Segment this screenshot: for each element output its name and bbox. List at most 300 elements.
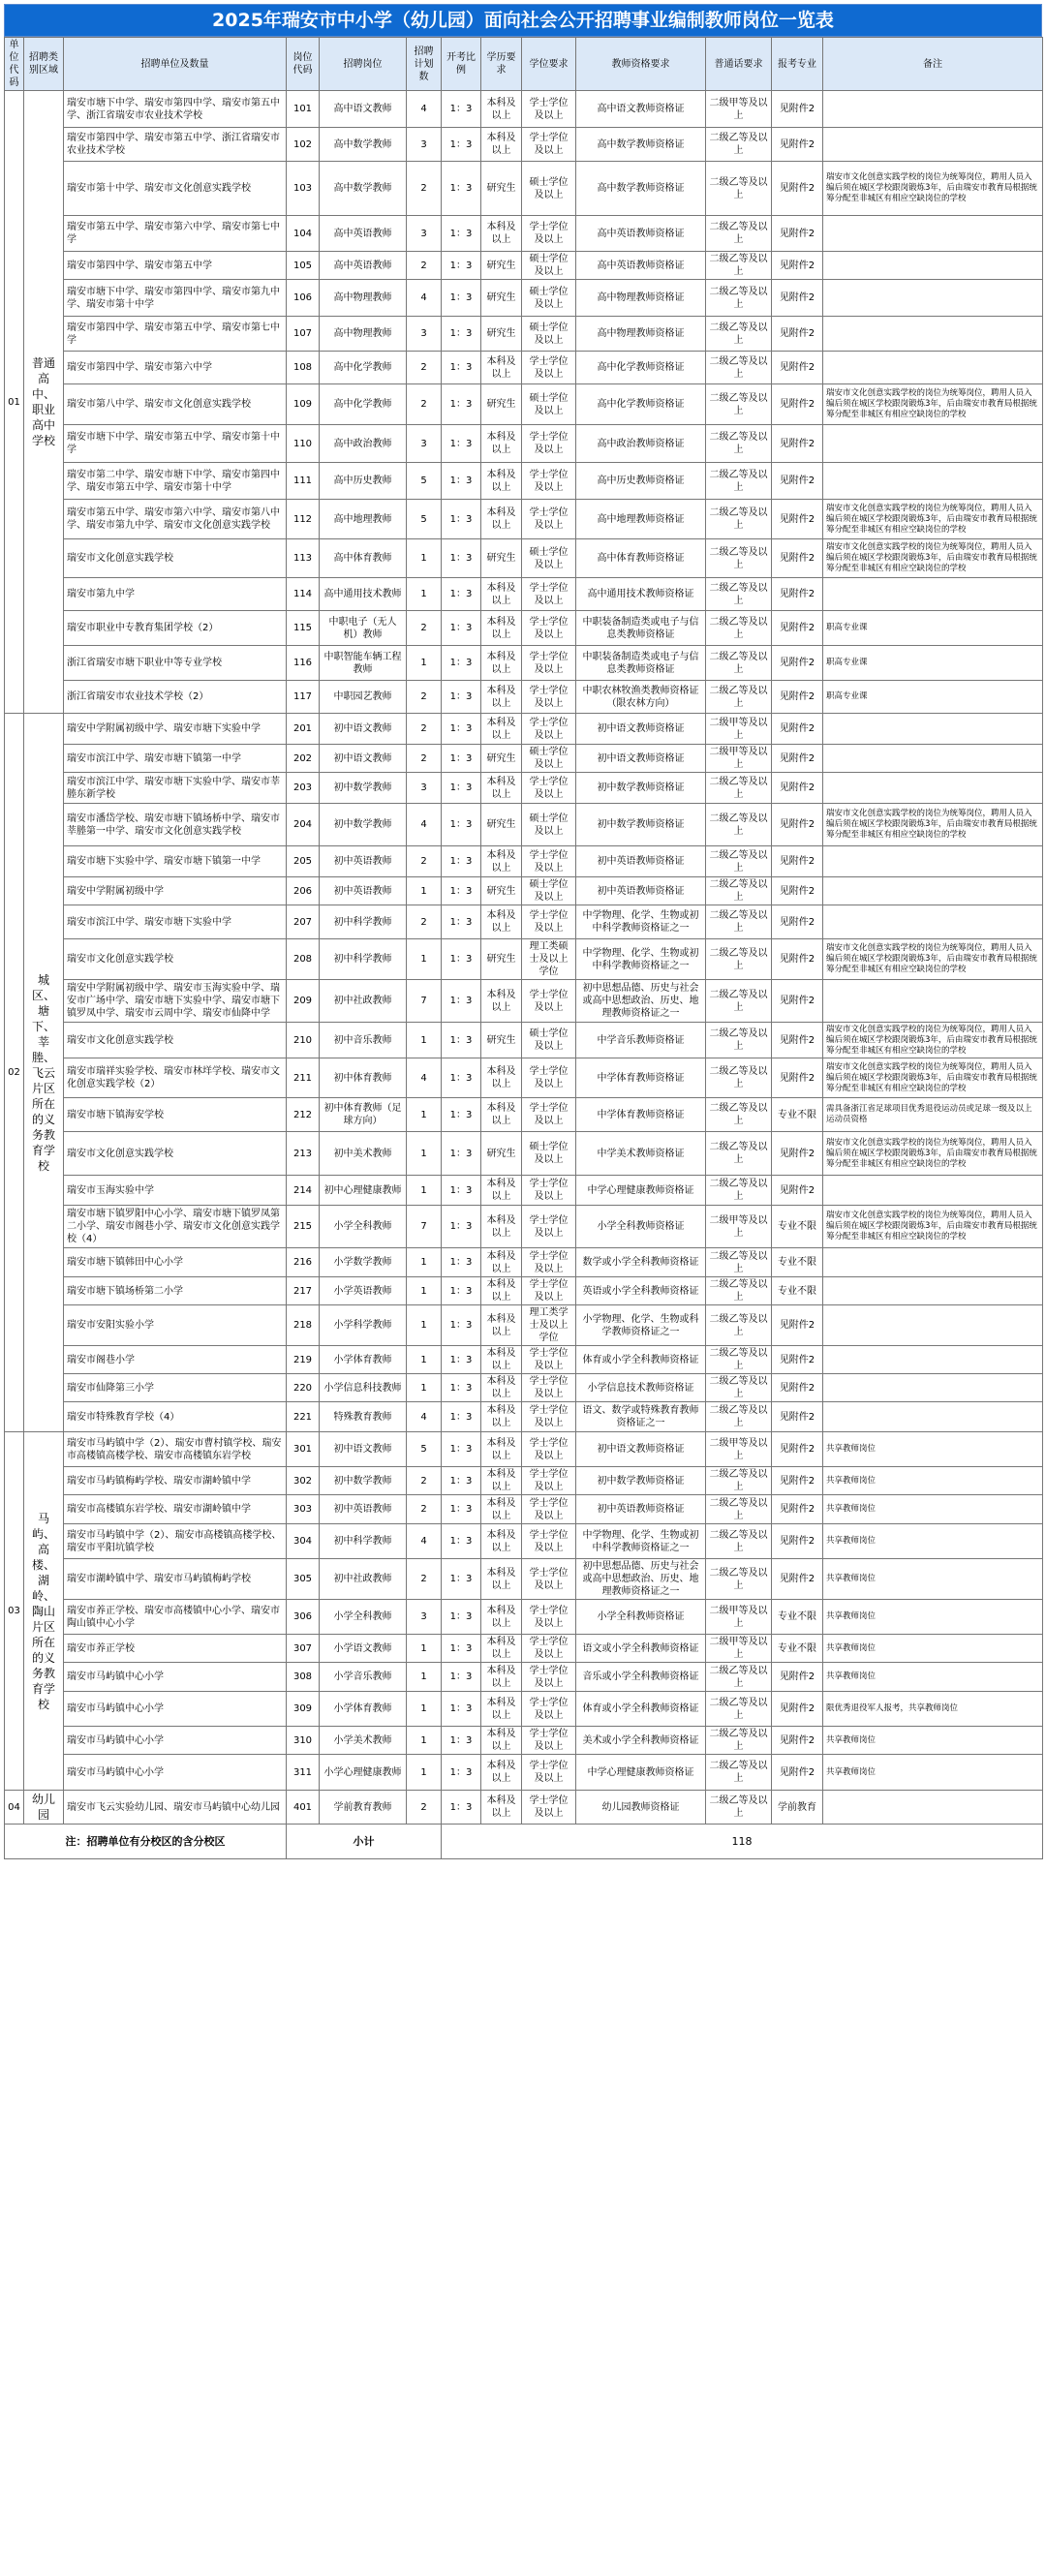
plan-cell: 2 (407, 681, 442, 714)
degree-cell: 学士学位及以上 (522, 425, 576, 463)
major-cell: 见附件2 (772, 128, 823, 162)
edu-cell: 本科及以上 (481, 1524, 522, 1559)
table-row (5, 500, 1043, 539)
cert-cell: 中职装备制造类或电子与信息类教师资格证 (576, 646, 706, 681)
table-row (5, 745, 1043, 773)
cert-cell: 高中体育教师资格证 (576, 539, 706, 578)
degree-cell: 理工类学士及以上学位 (522, 1305, 576, 1346)
code-cell: 111 (287, 463, 320, 500)
note-cell: 职高专业课 (823, 646, 1043, 681)
note-cell: 需具备浙江省足球项目优秀退役运动员或足球一级及以上运动员资格 (823, 1098, 1043, 1132)
table-row (5, 128, 1043, 162)
degree-cell: 硕士学位及以上 (522, 745, 576, 773)
degree-cell: 学士学位及以上 (522, 1791, 576, 1825)
edu-cell: 本科及以上 (481, 1432, 522, 1467)
table-row (5, 804, 1043, 846)
note-cell (823, 1305, 1043, 1346)
unit-cell: 瑞安市塘下中学、瑞安市第五中学、瑞安市第十中学 (64, 425, 287, 463)
edu-cell: 本科及以上 (481, 1727, 522, 1755)
unit-cell: 瑞安市第五中学、瑞安市第六中学、瑞安市第七中学 (64, 216, 287, 252)
edu-cell: 本科及以上 (481, 1467, 522, 1495)
degree-cell: 硕士学位及以上 (522, 162, 576, 216)
code-cell: 115 (287, 611, 320, 646)
cert-cell: 小学信息技术教师资格证 (576, 1374, 706, 1402)
column-header: 教师资格要求 (576, 38, 706, 91)
degree-cell: 理工类硕士及以上学位 (522, 939, 576, 980)
unit-cell: 瑞安市湖岭镇中学、瑞安市马屿镇梅屿学校 (64, 1559, 287, 1600)
code-cell: 401 (287, 1791, 320, 1825)
cert-cell: 小学全科教师资格证 (576, 1600, 706, 1635)
degree-cell: 学士学位及以上 (522, 611, 576, 646)
table-row (5, 1248, 1043, 1277)
plan-cell: 1 (407, 1635, 442, 1663)
plan-cell: 3 (407, 773, 442, 804)
mandarin-cell: 二级乙等及以上 (706, 1692, 772, 1727)
plan-cell: 1 (407, 539, 442, 578)
post-cell: 初中语文教师 (320, 745, 407, 773)
code-cell: 207 (287, 905, 320, 939)
major-cell: 见附件2 (772, 939, 823, 980)
note-cell: 共享教师岗位 (823, 1600, 1043, 1635)
table-row (5, 1559, 1043, 1600)
mandarin-cell: 二级甲等及以上 (706, 1635, 772, 1663)
note-cell: 共享教师岗位 (823, 1524, 1043, 1559)
ratio-cell: 1：3 (442, 980, 481, 1023)
code-cell: 221 (287, 1402, 320, 1432)
table-header-row (5, 38, 1043, 91)
mandarin-cell: 二级乙等及以上 (706, 1132, 772, 1176)
edu-cell: 本科及以上 (481, 1692, 522, 1727)
cert-cell: 中学美术教师资格证 (576, 1132, 706, 1176)
note-cell (823, 1791, 1043, 1825)
major-cell: 专业不限 (772, 1098, 823, 1132)
column-header: 招聘计划数 (407, 38, 442, 91)
cert-cell: 初中思想品德、历史与社会或高中思想政治、历史、地理教师资格证之一 (576, 980, 706, 1023)
ratio-cell: 1：3 (442, 1600, 481, 1635)
degree-cell: 学士学位及以上 (522, 773, 576, 804)
mandarin-cell: 二级乙等及以上 (706, 1755, 772, 1791)
ratio-cell: 1：3 (442, 162, 481, 216)
table-row (5, 463, 1043, 500)
unit-cell: 瑞安市文化创意实践学校 (64, 939, 287, 980)
table-row (5, 1495, 1043, 1524)
mandarin-cell: 二级乙等及以上 (706, 317, 772, 352)
unit-cell: 瑞安市第四中学、瑞安市第五中学、瑞安市第七中学 (64, 317, 287, 352)
mandarin-cell: 二级乙等及以上 (706, 1374, 772, 1402)
cert-cell: 初中英语教师资格证 (576, 877, 706, 905)
cert-cell: 中学心理健康教师资格证 (576, 1755, 706, 1791)
degree-cell: 学士学位及以上 (522, 1692, 576, 1727)
mandarin-cell: 二级乙等及以上 (706, 905, 772, 939)
edu-cell: 本科及以上 (481, 1098, 522, 1132)
table-row (5, 1600, 1043, 1635)
cert-cell: 美术或小学全科教师资格证 (576, 1727, 706, 1755)
column-header: 招聘单位及数量 (64, 38, 287, 91)
category-cell: 幼儿园 (24, 1791, 64, 1825)
ratio-cell: 1：3 (442, 745, 481, 773)
note-cell: 瑞安市文化创意实践学校的岗位为统筹岗位，聘用人员入编后须在城区学校跟岗锻炼3年，后由瑞安市教育局根据统筹分配至非城区有相应空缺岗位的学校 (823, 539, 1043, 578)
mandarin-cell: 二级甲等及以上 (706, 745, 772, 773)
major-cell: 见附件2 (772, 1692, 823, 1727)
note-cell (823, 1277, 1043, 1305)
post-cell: 高中数学教师 (320, 128, 407, 162)
mandarin-cell: 二级乙等及以上 (706, 846, 772, 877)
edu-cell: 本科及以上 (481, 352, 522, 384)
unit-cell: 瑞安市安阳实验小学 (64, 1305, 287, 1346)
category-cell: 城区、塘下、莘塍、飞云片区所在的义务教育学校 (24, 714, 64, 1432)
cert-cell: 高中物理教师资格证 (576, 280, 706, 317)
post-cell: 初中英语教师 (320, 846, 407, 877)
column-header: 备注 (823, 38, 1043, 91)
unit-code-cell: 03 (5, 1432, 24, 1791)
degree-cell: 学士学位及以上 (522, 714, 576, 745)
note-cell: 瑞安市文化创意实践学校的岗位为统筹岗位，聘用人员入编后须在城区学校跟岗锻炼3年，后由瑞安市教育局根据统筹分配至非城区有相应空缺岗位的学校 (823, 384, 1043, 425)
major-cell: 见附件2 (772, 1727, 823, 1755)
major-cell: 见附件2 (772, 252, 823, 280)
ratio-cell: 1：3 (442, 252, 481, 280)
plan-cell: 2 (407, 745, 442, 773)
unit-cell: 瑞安市第四中学、瑞安市第五中学、浙江省瑞安市农业技术学校 (64, 128, 287, 162)
plan-cell: 1 (407, 1176, 442, 1206)
code-cell: 310 (287, 1727, 320, 1755)
mandarin-cell: 二级乙等及以上 (706, 1663, 772, 1692)
mandarin-cell: 二级乙等及以上 (706, 1559, 772, 1600)
degree-cell: 学士学位及以上 (522, 1559, 576, 1600)
edu-cell: 本科及以上 (481, 578, 522, 611)
cert-cell: 体育或小学全科教师资格证 (576, 1692, 706, 1727)
plan-cell: 1 (407, 1277, 442, 1305)
ratio-cell: 1：3 (442, 1305, 481, 1346)
ratio-cell: 1：3 (442, 500, 481, 539)
post-cell: 高中化学教师 (320, 384, 407, 425)
table-row (5, 1058, 1043, 1098)
degree-cell: 学士学位及以上 (522, 463, 576, 500)
cert-cell: 语文、数学或特殊教育教师资格证之一 (576, 1402, 706, 1432)
post-cell: 小学心理健康教师 (320, 1755, 407, 1791)
post-cell: 中职园艺教师 (320, 681, 407, 714)
mandarin-cell: 二级甲等及以上 (706, 1432, 772, 1467)
degree-cell: 硕士学位及以上 (522, 804, 576, 846)
cert-cell: 小学全科教师资格证 (576, 1206, 706, 1248)
major-cell: 见附件2 (772, 681, 823, 714)
ratio-cell: 1：3 (442, 1023, 481, 1058)
unit-cell: 瑞安市马屿镇中学（2）、瑞安市高楼镇高楼学校、瑞安市平阳坑镇学校 (64, 1524, 287, 1559)
degree-cell: 学士学位及以上 (522, 1346, 576, 1374)
post-cell: 高中语文教师 (320, 91, 407, 128)
code-cell: 212 (287, 1098, 320, 1132)
ratio-cell: 1：3 (442, 877, 481, 905)
note-cell (823, 846, 1043, 877)
cert-cell: 中学物理、化学、生物或初中科学教师资格证之一 (576, 1524, 706, 1559)
table-row (5, 681, 1043, 714)
plan-cell: 4 (407, 1402, 442, 1432)
degree-cell: 学士学位及以上 (522, 1058, 576, 1098)
table-row (5, 611, 1043, 646)
post-cell: 初中科学教师 (320, 939, 407, 980)
code-cell: 307 (287, 1635, 320, 1663)
note-cell: 共享教师岗位 (823, 1467, 1043, 1495)
post-cell: 小学音乐教师 (320, 1663, 407, 1692)
plan-cell: 1 (407, 1727, 442, 1755)
code-cell: 306 (287, 1600, 320, 1635)
edu-cell: 研究生 (481, 745, 522, 773)
unit-cell: 瑞安市阁巷小学 (64, 1346, 287, 1374)
table-row (5, 877, 1043, 905)
ratio-cell: 1：3 (442, 1692, 481, 1727)
mandarin-cell: 二级乙等及以上 (706, 352, 772, 384)
major-cell: 见附件2 (772, 877, 823, 905)
unit-cell: 瑞安市第二中学、瑞安市塘下中学、瑞安市第四中学、瑞安市第五中学、瑞安市第十中学 (64, 463, 287, 500)
degree-cell: 学士学位及以上 (522, 646, 576, 681)
table-row (5, 773, 1043, 804)
code-cell: 211 (287, 1058, 320, 1098)
ratio-cell: 1：3 (442, 905, 481, 939)
unit-cell: 瑞安市仙降第三小学 (64, 1374, 287, 1402)
plan-cell: 1 (407, 1692, 442, 1727)
column-header: 开考比例 (442, 38, 481, 91)
ratio-cell: 1：3 (442, 681, 481, 714)
unit-cell: 瑞安中学附属初级中学 (64, 877, 287, 905)
edu-cell: 本科及以上 (481, 425, 522, 463)
major-cell: 见附件2 (772, 1305, 823, 1346)
mandarin-cell: 二级乙等及以上 (706, 1467, 772, 1495)
edu-cell: 研究生 (481, 317, 522, 352)
code-cell: 218 (287, 1305, 320, 1346)
code-cell: 217 (287, 1277, 320, 1305)
code-cell: 209 (287, 980, 320, 1023)
post-cell: 小学体育教师 (320, 1692, 407, 1727)
note-cell: 瑞安市文化创意实践学校的岗位为统筹岗位，聘用人员入编后须在城区学校跟岗锻炼3年，后由瑞安市教育局根据统筹分配至非城区有相应空缺岗位的学校 (823, 1132, 1043, 1176)
column-header: 学历要求 (481, 38, 522, 91)
mandarin-cell: 二级甲等及以上 (706, 1206, 772, 1248)
mandarin-cell: 二级乙等及以上 (706, 773, 772, 804)
ratio-cell: 1：3 (442, 646, 481, 681)
post-cell: 中职智能车辆工程教师 (320, 646, 407, 681)
degree-cell: 学士学位及以上 (522, 980, 576, 1023)
table-body (5, 91, 1043, 1825)
mandarin-cell: 二级甲等及以上 (706, 91, 772, 128)
major-cell: 见附件2 (772, 162, 823, 216)
code-cell: 206 (287, 877, 320, 905)
plan-cell: 3 (407, 216, 442, 252)
mandarin-cell: 二级乙等及以上 (706, 280, 772, 317)
edu-cell: 本科及以上 (481, 1635, 522, 1663)
cert-cell: 中职装备制造类或电子与信息类教师资格证 (576, 611, 706, 646)
plan-cell: 4 (407, 280, 442, 317)
ratio-cell: 1：3 (442, 1402, 481, 1432)
cert-cell: 高中通用技术教师资格证 (576, 578, 706, 611)
table-row (5, 280, 1043, 317)
code-cell: 113 (287, 539, 320, 578)
ratio-cell: 1：3 (442, 1248, 481, 1277)
table-row (5, 1755, 1043, 1791)
major-cell: 专业不限 (772, 1206, 823, 1248)
code-cell: 210 (287, 1023, 320, 1058)
footer-note: 注：招聘单位有分校区的含分校区 (5, 1825, 287, 1859)
ratio-cell: 1：3 (442, 1432, 481, 1467)
code-cell: 208 (287, 939, 320, 980)
unit-cell: 瑞安市马屿镇中心小学 (64, 1755, 287, 1791)
mandarin-cell: 二级乙等及以上 (706, 425, 772, 463)
major-cell: 见附件2 (772, 1374, 823, 1402)
degree-cell: 学士学位及以上 (522, 1206, 576, 1248)
plan-cell: 1 (407, 1346, 442, 1374)
code-cell: 104 (287, 216, 320, 252)
note-cell: 瑞安市文化创意实践学校的岗位为统筹岗位，聘用人员入编后须在城区学校跟岗锻炼3年，后由瑞安市教育局根据统筹分配至非城区有相应空缺岗位的学校 (823, 500, 1043, 539)
plan-cell: 2 (407, 384, 442, 425)
post-cell: 初中数学教师 (320, 773, 407, 804)
post-cell: 高中通用技术教师 (320, 578, 407, 611)
major-cell: 见附件2 (772, 1058, 823, 1098)
cert-cell: 体育或小学全科教师资格证 (576, 1346, 706, 1374)
plan-cell: 2 (407, 1559, 442, 1600)
ratio-cell: 1：3 (442, 1132, 481, 1176)
cert-cell: 初中数学教师资格证 (576, 804, 706, 846)
major-cell: 见附件2 (772, 980, 823, 1023)
mandarin-cell: 二级乙等及以上 (706, 252, 772, 280)
plan-cell: 1 (407, 1248, 442, 1277)
unit-cell: 瑞安市第五中学、瑞安市第六中学、瑞安市第八中学、瑞安市第九中学、瑞安市文化创意实践学校 (64, 500, 287, 539)
code-cell: 110 (287, 425, 320, 463)
post-cell: 初中美术教师 (320, 1132, 407, 1176)
major-cell: 见附件2 (772, 578, 823, 611)
note-cell: 共享教师岗位 (823, 1432, 1043, 1467)
code-cell: 102 (287, 128, 320, 162)
plan-cell: 2 (407, 352, 442, 384)
code-cell: 203 (287, 773, 320, 804)
cert-cell: 中职农林牧渔类教师资格证（限农林方向） (576, 681, 706, 714)
plan-cell: 2 (407, 1791, 442, 1825)
mandarin-cell: 二级乙等及以上 (706, 1023, 772, 1058)
note-cell (823, 773, 1043, 804)
mandarin-cell: 二级乙等及以上 (706, 646, 772, 681)
ratio-cell: 1：3 (442, 216, 481, 252)
degree-cell: 学士学位及以上 (522, 352, 576, 384)
mandarin-cell: 二级乙等及以上 (706, 1402, 772, 1432)
unit-cell: 瑞安市塘下中学、瑞安市第四中学、瑞安市第五中学、浙江省瑞安市农业技术学校 (64, 91, 287, 128)
ratio-cell: 1：3 (442, 317, 481, 352)
cert-cell: 高中语文教师资格证 (576, 91, 706, 128)
degree-cell: 硕士学位及以上 (522, 1023, 576, 1058)
unit-cell: 瑞安市塘下实验中学、瑞安市塘下镇第一中学 (64, 846, 287, 877)
note-cell: 职高专业课 (823, 681, 1043, 714)
code-cell: 116 (287, 646, 320, 681)
code-cell: 109 (287, 384, 320, 425)
cert-cell: 高中化学教师资格证 (576, 352, 706, 384)
major-cell: 见附件2 (772, 773, 823, 804)
unit-cell: 瑞安市塘下镇韩田中心小学 (64, 1248, 287, 1277)
post-cell: 初中数学教师 (320, 1467, 407, 1495)
unit-cell: 瑞安市塘下中学、瑞安市第四中学、瑞安市第九中学、瑞安市第十中学 (64, 280, 287, 317)
edu-cell: 本科及以上 (481, 1559, 522, 1600)
plan-cell: 1 (407, 877, 442, 905)
table-row (5, 1402, 1043, 1432)
major-cell: 见附件2 (772, 1346, 823, 1374)
degree-cell: 学士学位及以上 (522, 1600, 576, 1635)
plan-cell: 3 (407, 317, 442, 352)
note-cell (823, 745, 1043, 773)
plan-cell: 1 (407, 1305, 442, 1346)
code-cell: 303 (287, 1495, 320, 1524)
code-cell: 309 (287, 1692, 320, 1727)
edu-cell: 本科及以上 (481, 1755, 522, 1791)
major-cell: 见附件2 (772, 384, 823, 425)
table-row (5, 1432, 1043, 1467)
edu-cell: 本科及以上 (481, 1176, 522, 1206)
cert-cell: 初中语文教师资格证 (576, 1432, 706, 1467)
major-cell: 见附件2 (772, 646, 823, 681)
ratio-cell: 1：3 (442, 939, 481, 980)
degree-cell: 学士学位及以上 (522, 1635, 576, 1663)
note-cell (823, 1346, 1043, 1374)
page (4, 4, 1042, 1859)
plan-cell: 4 (407, 804, 442, 846)
degree-cell: 硕士学位及以上 (522, 280, 576, 317)
edu-cell: 本科及以上 (481, 1600, 522, 1635)
post-cell: 小学信息科技教师 (320, 1374, 407, 1402)
ratio-cell: 1：3 (442, 611, 481, 646)
plan-cell: 1 (407, 1755, 442, 1791)
degree-cell: 硕士学位及以上 (522, 539, 576, 578)
plan-cell: 3 (407, 128, 442, 162)
post-cell: 初中心理健康教师 (320, 1176, 407, 1206)
code-cell: 215 (287, 1206, 320, 1248)
table-row (5, 1023, 1043, 1058)
unit-cell: 瑞安市滨江中学、瑞安市塘下实验中学、瑞安市莘塍东新学校 (64, 773, 287, 804)
cert-cell: 语文或小学全科教师资格证 (576, 1635, 706, 1663)
major-cell: 见附件2 (772, 1495, 823, 1524)
mandarin-cell: 二级乙等及以上 (706, 1495, 772, 1524)
degree-cell: 学士学位及以上 (522, 1755, 576, 1791)
ratio-cell: 1：3 (442, 384, 481, 425)
major-cell: 见附件2 (772, 1467, 823, 1495)
major-cell: 见附件2 (772, 1755, 823, 1791)
table-row (5, 846, 1043, 877)
unit-cell: 瑞安市塘下镇海安学校 (64, 1098, 287, 1132)
code-cell: 213 (287, 1132, 320, 1176)
note-cell (823, 1402, 1043, 1432)
unit-cell: 瑞安市职业中专教育集团学校（2） (64, 611, 287, 646)
note-cell: 限优秀退役军人报考，共享教师岗位 (823, 1692, 1043, 1727)
table-row (5, 384, 1043, 425)
major-cell: 见附件2 (772, 352, 823, 384)
mandarin-cell: 二级乙等及以上 (706, 611, 772, 646)
unit-cell: 瑞安市玉海实验中学 (64, 1176, 287, 1206)
code-cell: 219 (287, 1346, 320, 1374)
edu-cell: 本科及以上 (481, 980, 522, 1023)
post-cell: 小学全科教师 (320, 1206, 407, 1248)
mandarin-cell: 二级乙等及以上 (706, 1248, 772, 1277)
degree-cell: 学士学位及以上 (522, 578, 576, 611)
table-row (5, 1727, 1043, 1755)
table-row (5, 980, 1043, 1023)
note-cell (823, 1374, 1043, 1402)
cert-cell: 高中化学教师资格证 (576, 384, 706, 425)
degree-cell: 学士学位及以上 (522, 1663, 576, 1692)
edu-cell: 本科及以上 (481, 500, 522, 539)
note-cell: 瑞安市文化创意实践学校的岗位为统筹岗位，聘用人员入编后须在城区学校跟岗锻炼3年，后由瑞安市教育局根据统筹分配至非城区有相应空缺岗位的学校 (823, 939, 1043, 980)
ratio-cell: 1：3 (442, 280, 481, 317)
code-cell: 301 (287, 1432, 320, 1467)
edu-cell: 本科及以上 (481, 1663, 522, 1692)
degree-cell: 硕士学位及以上 (522, 1132, 576, 1176)
ratio-cell: 1：3 (442, 1374, 481, 1402)
post-cell: 高中英语教师 (320, 252, 407, 280)
post-cell: 高中化学教师 (320, 352, 407, 384)
mandarin-cell: 二级乙等及以上 (706, 980, 772, 1023)
unit-cell: 瑞安市第八中学、瑞安市文化创意实践学校 (64, 384, 287, 425)
unit-cell: 瑞安市马屿镇中学（2）、瑞安市曹村镇学校、瑞安市高楼镇高楼学校、瑞安市高楼镇东岩学校 (64, 1432, 287, 1467)
